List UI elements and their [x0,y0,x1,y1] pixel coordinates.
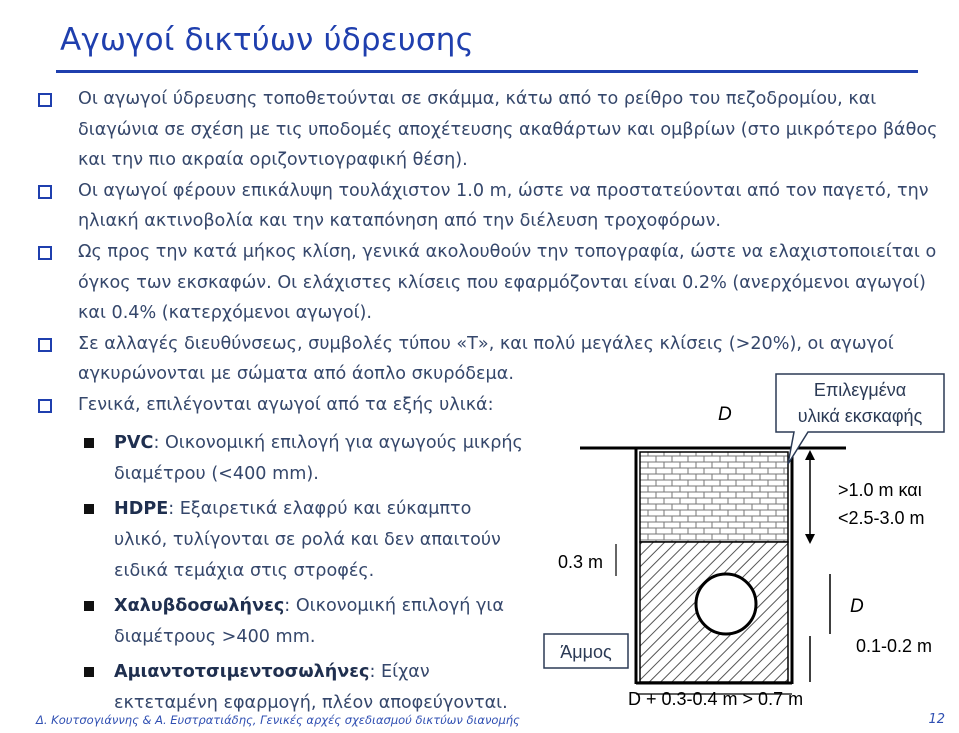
hollow-square-bullet-icon [38,246,52,260]
material-item [84,657,524,719]
hollow-square-bullet-icon [38,338,52,352]
d-pipe-label: D [850,596,864,617]
bullet-text: Οι αγωγοί φέρουν επικάλυψη τουλάχιστον 1.0 m, ώστε να προστατεύονται από τον παγετό, την ηλιακή ακτινοβολία και την καταπόνηση από την διέλευση τροχοφόρων. [78,180,929,232]
callout-line2: υλικά εκσκαφής [797,406,923,426]
d-top-label: D [718,404,732,425]
material-item [84,591,524,653]
bullet-text: Σε αλλαγές διευθύνσεως, συμβολές τύπου «Τ», και πολύ μεγάλες κλίσεις (>20%), οι αγωγοί αγκυρώνονται με σώματα από άοπλο σκυρόδεμα. [78,333,894,385]
material-desc: : Εξαιρετικά ελαφρύ και εύκαμπτο υλικό, τυλίγονται σε ρολά και δεν απαιτούν ειδικά τεμάχια στις στροφές. [114,499,501,581]
bullet-item [36,84,946,176]
footer-credit: Δ. Κουτσογιάννης & Α. Ευστρατιάδης, Γενικές αρχές σχεδιασμού δικτύων διανομής [36,713,520,727]
title-underline [56,70,918,73]
depth-label-2: <2.5-3.0 m [838,508,925,528]
callout-line1: Επιλεγμένα [813,380,907,400]
material-name: Χαλυβδοσωλήνες [114,596,285,616]
bullet-text: Οι αγωγοί ύδρευσης τοποθετούνται σε σκάμμα, κάτω από το ρείθρο του πεζοδρομίου, και διαγώνια σε σχέση με τις υποδομές αποχέτευσης ακαθάρτων και ομβρίων (στο μικρότερο βάθος και την πιο ακραία οριζοντιογραφική θέση). [78,89,938,171]
material-desc: : Οικονομική επιλογή για διαμέτρους >400 mm. [114,596,504,647]
bullet-text: Γενικά, επιλέγονται αγωγοί από τα εξής υλικά: [78,394,494,415]
material-item [84,494,524,587]
pipe-icon [696,574,756,634]
bullet-list [36,84,946,421]
trench-diagram [540,372,952,710]
bullet-text: Ως προς την κατά μήκος κλίση, γενικά ακολουθούν την τοπογραφία, ώστε να ελαχιστοποιείται ο όγκος των εκσκαφών. Οι ελάχιστες κλίσεις που εφαρμόζονται είναι 0.2% (ανερχόμενοι αγωγοί) και 0.4% (κατερχόμενοι αγωγοί). [78,241,937,324]
material-desc: : Είχαν εκτεταμένη εφαρμογή, πλέον αποφεύγονται. [114,662,508,713]
hollow-square-bullet-icon [38,399,52,413]
slide-title: Αγωγοί δικτύων ύδρευσης [60,22,474,58]
backfill-zone [640,452,788,542]
materials-list [84,428,524,723]
sand-label: Άμμος [560,642,612,662]
bullet-item [36,237,946,329]
square-bullet-icon [84,667,94,677]
hollow-square-bullet-icon [38,93,52,107]
bedding-label: 0.1-0.2 m [856,636,933,656]
square-bullet-icon [84,438,94,448]
material-item [84,428,524,490]
material-name: HDPE [114,499,169,519]
square-bullet-icon [84,504,94,514]
sand-offset-label: 0.3 m [558,552,604,572]
material-name: Αμιαντοτσιμεντοσωλήνες [114,662,370,682]
bullet-item [36,176,946,237]
depth-label-1: >1.0 m και [838,480,922,500]
material-name: PVC [114,433,154,453]
square-bullet-icon [84,601,94,611]
width-label: D + 0.3-0.4 m > 0.7 m [628,689,804,709]
page-number: 12 [928,712,945,727]
material-desc: : Οικονομική επιλογή για αγωγούς μικρής διαμέτρου (<400 mm). [114,433,523,484]
hollow-square-bullet-icon [38,185,52,199]
